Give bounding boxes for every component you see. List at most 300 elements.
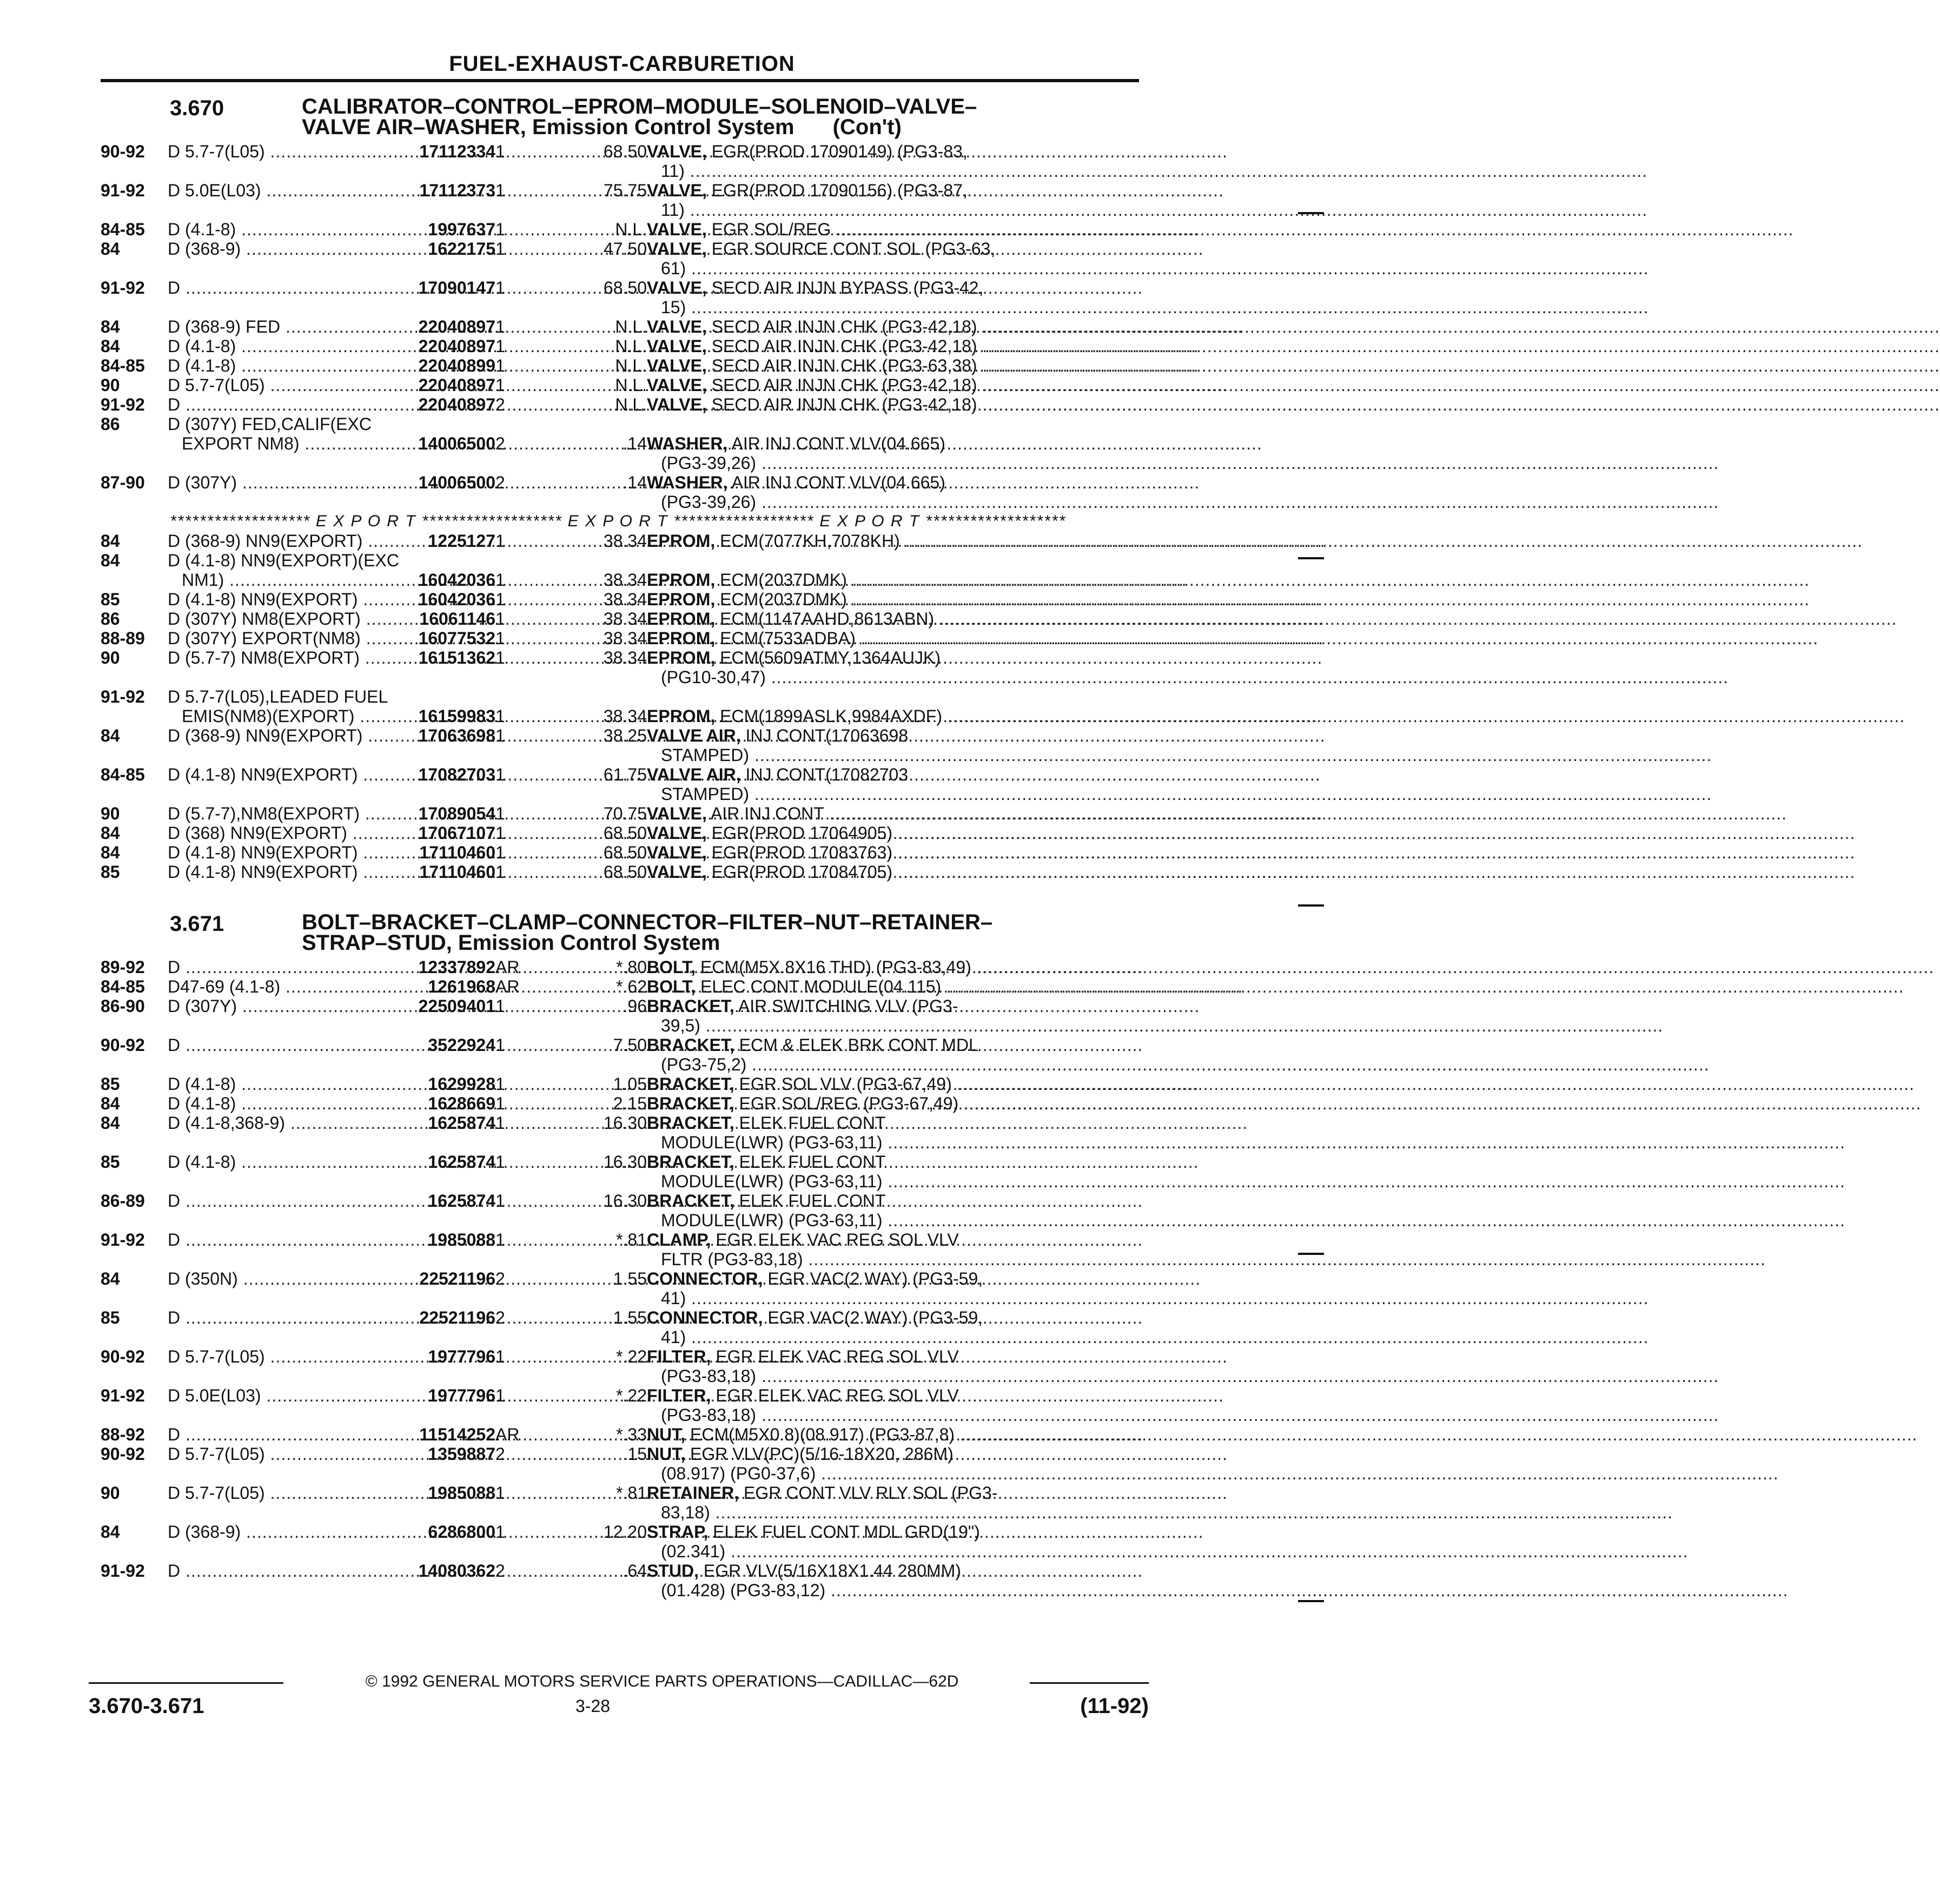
quantity: 1 bbox=[495, 1347, 505, 1366]
model-year: 85 bbox=[101, 862, 120, 882]
application-line bbox=[168, 1094, 373, 1113]
section-title-line2-rest: Emission Control System bbox=[526, 115, 794, 139]
model-year: 85 bbox=[101, 1308, 120, 1327]
model-year: 90 bbox=[101, 1483, 120, 1503]
part-number: 17090147 bbox=[418, 278, 495, 298]
part-name-keyword: VALVE, bbox=[647, 336, 707, 356]
part-name-line-2 bbox=[647, 1503, 1139, 1522]
model-year: 88-92 bbox=[101, 1425, 145, 1444]
part-name-text: EGR(PROD 17090156) (PG3-87, bbox=[706, 181, 968, 200]
part-name-line-2 bbox=[647, 1327, 1139, 1347]
application-line bbox=[168, 957, 373, 977]
part-name-text: ECM(1147AAHD,8613ABN) bbox=[715, 609, 935, 629]
table-row bbox=[101, 1483, 1139, 1522]
export-divider bbox=[101, 512, 1139, 531]
export-stars: ******************* bbox=[170, 512, 310, 530]
spacer-line bbox=[373, 414, 495, 434]
part-name-text: EGR SOL VLV (PG3-67,49) bbox=[734, 1074, 952, 1094]
spacer-line bbox=[539, 687, 647, 706]
application-line bbox=[168, 629, 373, 648]
quantity: 1 bbox=[495, 1074, 505, 1094]
table-row bbox=[101, 765, 1139, 804]
application-line bbox=[168, 765, 373, 784]
part-name-text-2: 41) bbox=[661, 1327, 686, 1347]
price: 38.34 bbox=[603, 590, 647, 609]
model-year: 90-92 bbox=[101, 1035, 145, 1055]
part-name-keyword: STUD, bbox=[647, 1561, 699, 1581]
part-number: 1977796 bbox=[428, 1386, 495, 1405]
part-name-text: ELEK FUEL CONT MDL GRD(19") bbox=[708, 1522, 980, 1542]
section-title-line2-bold: VALVE AIR–WASHER, bbox=[302, 115, 526, 139]
part-name-text: ECM(1899ASLK,9984AXDF) bbox=[715, 706, 942, 726]
part-name-line-2 bbox=[647, 784, 1139, 804]
application-cell bbox=[168, 142, 373, 181]
part-name-line-2 bbox=[647, 1133, 1139, 1152]
model-year: 84 bbox=[101, 1113, 120, 1133]
model-year: 84 bbox=[101, 239, 120, 259]
part-name-line-2 bbox=[647, 1581, 1139, 1600]
part-name-line bbox=[647, 957, 1139, 977]
model-year: 91-92 bbox=[101, 1230, 145, 1250]
price: *.22 bbox=[616, 1386, 647, 1405]
part-name-line-2 bbox=[647, 1172, 1139, 1191]
price: 38.34 bbox=[603, 629, 647, 648]
application-cell bbox=[168, 765, 373, 804]
price: 16.30 bbox=[603, 1152, 647, 1172]
application-line bbox=[168, 1522, 373, 1542]
part-name-cell bbox=[647, 356, 1139, 375]
part-number: 14006500 bbox=[418, 473, 495, 492]
part-name-text: INJ CONT(17063698 bbox=[740, 726, 909, 745]
price: N.L. bbox=[615, 317, 647, 336]
price: N.L. bbox=[615, 336, 647, 356]
part-name-keyword: WASHER, bbox=[647, 473, 728, 492]
part-name-keyword: EPROM, bbox=[647, 629, 716, 648]
part-name-keyword: VALVE AIR, bbox=[647, 765, 741, 784]
application-text: D (5.7-7) NM8(EXPORT) bbox=[168, 648, 360, 667]
table-row bbox=[101, 1035, 1139, 1074]
application-line-2 bbox=[168, 570, 373, 590]
model-year: 91-92 bbox=[101, 1561, 145, 1581]
export-band bbox=[170, 512, 1139, 531]
section-title-line2 bbox=[302, 933, 992, 953]
application-line bbox=[168, 726, 373, 745]
quantity: 2 bbox=[495, 1561, 505, 1581]
running-head: FUEL-EXHAUST-CARBURETION bbox=[449, 52, 795, 76]
spacer-line bbox=[647, 551, 1139, 570]
footer-date: (11-92) bbox=[1080, 1694, 1149, 1718]
part-name-line-2 bbox=[647, 1366, 1139, 1386]
section-header bbox=[101, 96, 1139, 142]
application-line bbox=[168, 142, 373, 161]
model-year: 85 bbox=[101, 1152, 120, 1172]
part-name-line bbox=[647, 531, 1139, 551]
part-name-text: SECD AIR INJN CHK (PG3-42,18) bbox=[706, 375, 977, 395]
part-name-line bbox=[647, 570, 1139, 590]
application-cell bbox=[168, 1035, 373, 1074]
quantity: 1 bbox=[495, 220, 505, 239]
part-name-keyword: EPROM, bbox=[647, 531, 716, 551]
part-name-line bbox=[647, 336, 1139, 356]
part-name-keyword: VALVE, bbox=[647, 395, 707, 414]
application-text: D (368) NN9(EXPORT) bbox=[168, 823, 347, 843]
quantity: 1 bbox=[495, 726, 505, 745]
application-cell bbox=[168, 531, 373, 551]
table-row bbox=[101, 414, 1139, 473]
section-title bbox=[302, 96, 977, 137]
quantity: 2 bbox=[495, 1308, 505, 1327]
application-cell bbox=[168, 1113, 373, 1152]
table-row bbox=[101, 1074, 1139, 1094]
margin-mark bbox=[1298, 904, 1324, 907]
application-cell bbox=[168, 220, 373, 239]
part-name-text: EGR VAC(2 WAY) (PG3-59, bbox=[763, 1308, 983, 1327]
part-name-keyword: BRACKET, bbox=[647, 1152, 734, 1172]
section-title-line2-bold: STRAP–STUD, bbox=[302, 931, 452, 955]
application-text: D (307Y) EXPORT(NM8) bbox=[168, 629, 361, 648]
application-cell bbox=[168, 317, 373, 336]
model-year: 90 bbox=[101, 375, 120, 395]
part-number: 1985088 bbox=[428, 1230, 495, 1250]
part-name-line bbox=[647, 220, 1139, 239]
application-cell bbox=[168, 1230, 373, 1269]
quantity: 1 bbox=[495, 843, 505, 862]
part-name-cell bbox=[647, 977, 1139, 996]
part-name-line bbox=[647, 1425, 1139, 1444]
application-text-2: EMIS(NM8)(EXPORT) bbox=[182, 706, 355, 726]
part-name-line bbox=[647, 609, 1139, 629]
application-line bbox=[168, 336, 373, 356]
price: 38.25 bbox=[603, 726, 647, 745]
application-line bbox=[168, 590, 373, 609]
application-line bbox=[168, 1561, 373, 1581]
part-name-text-2: (PG10-30,47) bbox=[661, 667, 766, 687]
part-name-text: AIR SWITCHING VLV (PG3- bbox=[734, 996, 958, 1016]
model-year: 91-92 bbox=[101, 687, 145, 706]
part-name-line-2 bbox=[647, 1405, 1139, 1425]
part-number: 1977796 bbox=[428, 1347, 495, 1366]
application-cell bbox=[168, 1308, 373, 1347]
part-name-line-2 bbox=[647, 1542, 1139, 1561]
application-text: D bbox=[168, 1035, 181, 1055]
price: 16.30 bbox=[603, 1113, 647, 1133]
application-text: D bbox=[168, 1230, 181, 1250]
table-row bbox=[101, 1152, 1139, 1191]
part-number: 22040899 bbox=[418, 356, 495, 375]
application-text: D (4.1-8) bbox=[168, 1094, 236, 1113]
price: 68.50 bbox=[603, 142, 647, 161]
part-name-cell bbox=[647, 1425, 1139, 1444]
table-row bbox=[101, 996, 1139, 1035]
model-year: 87-90 bbox=[101, 473, 145, 492]
model-year: 90-92 bbox=[101, 142, 145, 161]
part-name-keyword: CONNECTOR, bbox=[647, 1308, 763, 1327]
part-name-text-2: (PG3-39,26) bbox=[661, 453, 757, 473]
application-line bbox=[168, 843, 373, 862]
price: *.80 bbox=[616, 957, 647, 977]
quantity: 1 bbox=[495, 570, 505, 590]
part-number: 16151362 bbox=[418, 648, 495, 667]
application-text: D (368-9) bbox=[168, 1522, 241, 1542]
section-title-suffix: (Con't) bbox=[832, 115, 902, 139]
application-text: D 5.7-7(L05) bbox=[168, 142, 265, 161]
part-name-text: ELEK FUEL CONT bbox=[734, 1113, 886, 1133]
application-line bbox=[168, 395, 373, 414]
part-name-keyword: FILTER, bbox=[647, 1347, 711, 1366]
part-number: 3522924 bbox=[428, 1035, 495, 1055]
table-row bbox=[101, 336, 1139, 356]
part-name-cell bbox=[647, 804, 1139, 823]
application-cell bbox=[168, 1425, 373, 1444]
part-number: 22040897 bbox=[418, 395, 495, 414]
application-cell bbox=[168, 629, 373, 648]
table-row bbox=[101, 862, 1139, 882]
header-rule bbox=[101, 79, 1139, 82]
application-line bbox=[168, 1308, 373, 1327]
parts-table bbox=[101, 957, 1139, 1600]
quantity: 1 bbox=[495, 1483, 505, 1503]
application-line bbox=[168, 1269, 373, 1288]
part-number: 17112334 bbox=[419, 142, 495, 161]
part-name-line-2 bbox=[647, 1250, 1139, 1269]
quantity: 2 bbox=[495, 1444, 505, 1464]
part-name-text: EGR SOL/REG (PG3-67,49) bbox=[734, 1094, 959, 1113]
application-text: D (4.1-8) bbox=[168, 1074, 236, 1094]
part-name-keyword: VALVE, bbox=[647, 843, 707, 862]
model-year: 89-92 bbox=[101, 957, 145, 977]
price: 47.50 bbox=[603, 239, 647, 259]
application-text: D bbox=[168, 1191, 181, 1211]
model-year: 90 bbox=[101, 804, 120, 823]
quantity: 1 bbox=[495, 336, 505, 356]
part-name-cell bbox=[647, 957, 1139, 977]
application-text: D (4.1-8) bbox=[168, 220, 236, 239]
part-name-keyword: BRACKET, bbox=[647, 996, 734, 1016]
part-name-text-2: 39,5) bbox=[661, 1016, 700, 1035]
part-name-line-2 bbox=[647, 667, 1139, 687]
part-name-text: EGR VLV(5/16X18X1.44 280MM) bbox=[699, 1561, 961, 1581]
part-number: 17082703 bbox=[418, 765, 495, 784]
quantity: 1 bbox=[495, 142, 505, 161]
part-number: 16159983 bbox=[418, 706, 495, 726]
part-name-line-2 bbox=[647, 1288, 1139, 1308]
section-title-line1: BOLT–BRACKET–CLAMP–CONNECTOR–FILTER–NUT–RETAINER– bbox=[302, 910, 993, 934]
part-number: 1625874 bbox=[428, 1152, 495, 1172]
spacer-line bbox=[647, 687, 1139, 706]
part-name-keyword: NUT, bbox=[647, 1444, 686, 1464]
part-name-keyword: EPROM, bbox=[647, 590, 716, 609]
price: 1.55 bbox=[613, 1269, 647, 1288]
application-cell bbox=[168, 609, 373, 629]
quantity: AR bbox=[495, 957, 520, 977]
part-name-cell bbox=[647, 590, 1139, 609]
application-cell bbox=[168, 687, 388, 726]
model-year: 84 bbox=[101, 317, 120, 336]
application-line bbox=[168, 1152, 373, 1172]
part-number: 1985088 bbox=[428, 1483, 495, 1503]
application-cell bbox=[168, 823, 373, 843]
application-cell bbox=[168, 1483, 373, 1522]
part-name-text: ECM(7077KH,7078KH) bbox=[715, 531, 900, 551]
part-name-text-2: MODULE(LWR) (PG3-63,11) bbox=[661, 1172, 883, 1191]
part-name-keyword: BOLT, bbox=[647, 957, 696, 977]
model-year: 84 bbox=[101, 823, 120, 843]
quantity: 2 bbox=[495, 473, 505, 492]
part-name-text: EGR SOURCE CONT SOL (PG3-63, bbox=[706, 239, 996, 259]
application-text: D (350N) bbox=[168, 1269, 238, 1288]
part-number: 11514252 bbox=[419, 1425, 495, 1444]
price: 38.34 bbox=[603, 570, 647, 590]
part-name-text: EGR(PROD 17090149) (PG3-83, bbox=[706, 142, 968, 161]
part-name-line bbox=[647, 977, 1139, 996]
application-cell bbox=[168, 1152, 373, 1191]
part-name-cell bbox=[647, 220, 1139, 239]
part-name-text: INJ CONT(17082703 bbox=[740, 765, 909, 784]
table-row bbox=[101, 843, 1139, 862]
application-line bbox=[168, 648, 373, 667]
quantity: 1 bbox=[495, 648, 505, 667]
part-name-cell bbox=[647, 862, 1139, 882]
application-line bbox=[168, 609, 373, 629]
part-name-line bbox=[647, 862, 1139, 882]
application-text: D (368-9) NN9(EXPORT) bbox=[168, 726, 363, 745]
application-line bbox=[168, 823, 373, 843]
price: 1.05 bbox=[613, 1074, 647, 1094]
application-cell bbox=[168, 551, 399, 590]
section-header bbox=[101, 912, 1139, 957]
application-text: D (368-9) NN9(EXPORT) bbox=[168, 531, 363, 551]
part-name-line bbox=[647, 706, 1139, 726]
price: .96 bbox=[623, 996, 647, 1016]
part-name-text-2: 83,18) bbox=[661, 1503, 710, 1522]
application-text: D (4.1-8) NN9(EXPORT) bbox=[168, 765, 358, 784]
application-cell bbox=[168, 996, 373, 1035]
model-year: 85 bbox=[101, 590, 120, 609]
section-title-line1: CALIBRATOR–CONTROL–EPROM–MODULE–SOLENOID–VALVE– bbox=[302, 95, 977, 118]
part-name-text-2: 61) bbox=[661, 259, 686, 278]
application-line bbox=[168, 996, 373, 1016]
part-number: 16042036 bbox=[418, 590, 495, 609]
application-cell bbox=[168, 804, 373, 823]
part-name-text: SECD AIR INJN CHK (PG3-42,18) bbox=[706, 395, 977, 414]
section-number: 3.671 bbox=[170, 912, 224, 936]
part-name-cell bbox=[647, 551, 1139, 590]
application-line bbox=[168, 1035, 373, 1055]
part-name-line-2 bbox=[647, 298, 1139, 317]
part-name-keyword: VALVE, bbox=[647, 823, 707, 843]
model-year: 84 bbox=[101, 726, 120, 745]
application-line bbox=[168, 862, 373, 882]
application-cell bbox=[168, 1522, 373, 1561]
price: 1.55 bbox=[613, 1308, 647, 1327]
part-name-keyword: BOLT, bbox=[647, 977, 696, 996]
application-cell bbox=[168, 181, 373, 220]
part-name-text: ECM(7533ADBA) bbox=[715, 629, 856, 648]
model-year: 86-90 bbox=[101, 996, 145, 1016]
margin-mark bbox=[1298, 1253, 1324, 1255]
part-name-line bbox=[647, 1094, 1139, 1113]
part-name-text-2: (01.428) (PG3-83,12) bbox=[661, 1581, 826, 1600]
table-row bbox=[101, 609, 1139, 629]
model-year: 86 bbox=[101, 609, 120, 629]
part-name-keyword: VALVE, bbox=[647, 375, 707, 395]
model-year: 85 bbox=[101, 1074, 120, 1094]
model-year: 91-92 bbox=[101, 395, 145, 414]
application-text: D (307Y) bbox=[168, 996, 237, 1016]
model-year: 86-89 bbox=[101, 1191, 145, 1211]
part-name-text: EGR CONT VLV RLY SOL (PG3- bbox=[739, 1483, 998, 1503]
model-year: 84 bbox=[101, 336, 120, 356]
spacer-line bbox=[373, 687, 495, 706]
quantity: 1 bbox=[495, 181, 505, 200]
part-name-text: EGR(PROD 17083763) bbox=[706, 843, 893, 862]
part-name-keyword: VALVE, bbox=[647, 356, 707, 375]
part-name-keyword: VALVE, bbox=[647, 804, 707, 823]
model-year: 84-85 bbox=[101, 356, 145, 375]
model-year: 88-89 bbox=[101, 629, 145, 648]
price: *.22 bbox=[616, 1347, 647, 1366]
part-number: 1622175 bbox=[428, 239, 495, 259]
part-name-keyword: CONNECTOR, bbox=[647, 1269, 763, 1288]
spacer-line bbox=[495, 687, 539, 706]
table-row bbox=[101, 1386, 1139, 1425]
application-line bbox=[168, 220, 373, 239]
part-name-cell bbox=[647, 843, 1139, 862]
part-name-cell bbox=[647, 531, 1139, 551]
application-line bbox=[168, 278, 373, 298]
part-name-line-2 bbox=[647, 492, 1139, 512]
table-row bbox=[101, 551, 1139, 590]
table-row bbox=[101, 317, 1139, 336]
part-name-cell bbox=[647, 823, 1139, 843]
table-row bbox=[101, 804, 1139, 823]
part-name-text: EGR VLV(PC)(5/16-18X20, 286M) bbox=[685, 1444, 954, 1464]
section-3-670 bbox=[101, 96, 1139, 882]
application-text: D bbox=[168, 1308, 181, 1327]
application-cell bbox=[168, 977, 373, 996]
application-text: D bbox=[168, 957, 181, 977]
part-number: 22040897 bbox=[418, 336, 495, 356]
application-line-2 bbox=[168, 706, 373, 726]
application-line bbox=[168, 687, 388, 706]
export-stars: ******************* bbox=[673, 512, 815, 530]
application-text: D (5.7-7),NM8(EXPORT) bbox=[168, 804, 360, 823]
application-text: D (4.1-8) bbox=[168, 336, 236, 356]
part-name-text-2: (PG3-83,18) bbox=[661, 1405, 757, 1425]
spacer-line bbox=[539, 414, 647, 434]
part-name-text: SECD AIR INJN CHK (PG3-42,18) bbox=[706, 336, 977, 356]
export-stars: ******************* bbox=[421, 512, 562, 530]
part-name-text: EGR ELEK VAC REG SOL VLV bbox=[711, 1347, 959, 1366]
table-row bbox=[101, 648, 1139, 687]
part-name-text-2: (PG3-83,18) bbox=[661, 1366, 757, 1386]
price: 7.50 bbox=[613, 1035, 647, 1055]
model-year: 84 bbox=[101, 1094, 120, 1113]
model-year: 84 bbox=[101, 551, 120, 570]
part-name-keyword: BRACKET, bbox=[647, 1035, 734, 1055]
section-title bbox=[302, 912, 992, 953]
model-year: 91-92 bbox=[101, 278, 145, 298]
part-name-keyword: VALVE, bbox=[647, 220, 707, 239]
part-name-keyword: VALVE, bbox=[647, 181, 707, 200]
part-name-text: EGR ELEK VAC REG SOL VLV bbox=[711, 1386, 959, 1405]
part-name-keyword: BRACKET, bbox=[647, 1094, 734, 1113]
application-line bbox=[168, 551, 399, 570]
table-row bbox=[101, 1230, 1139, 1269]
application-line bbox=[168, 473, 373, 492]
quantity: 1 bbox=[495, 609, 505, 629]
part-name-text-2: 41) bbox=[661, 1288, 686, 1308]
